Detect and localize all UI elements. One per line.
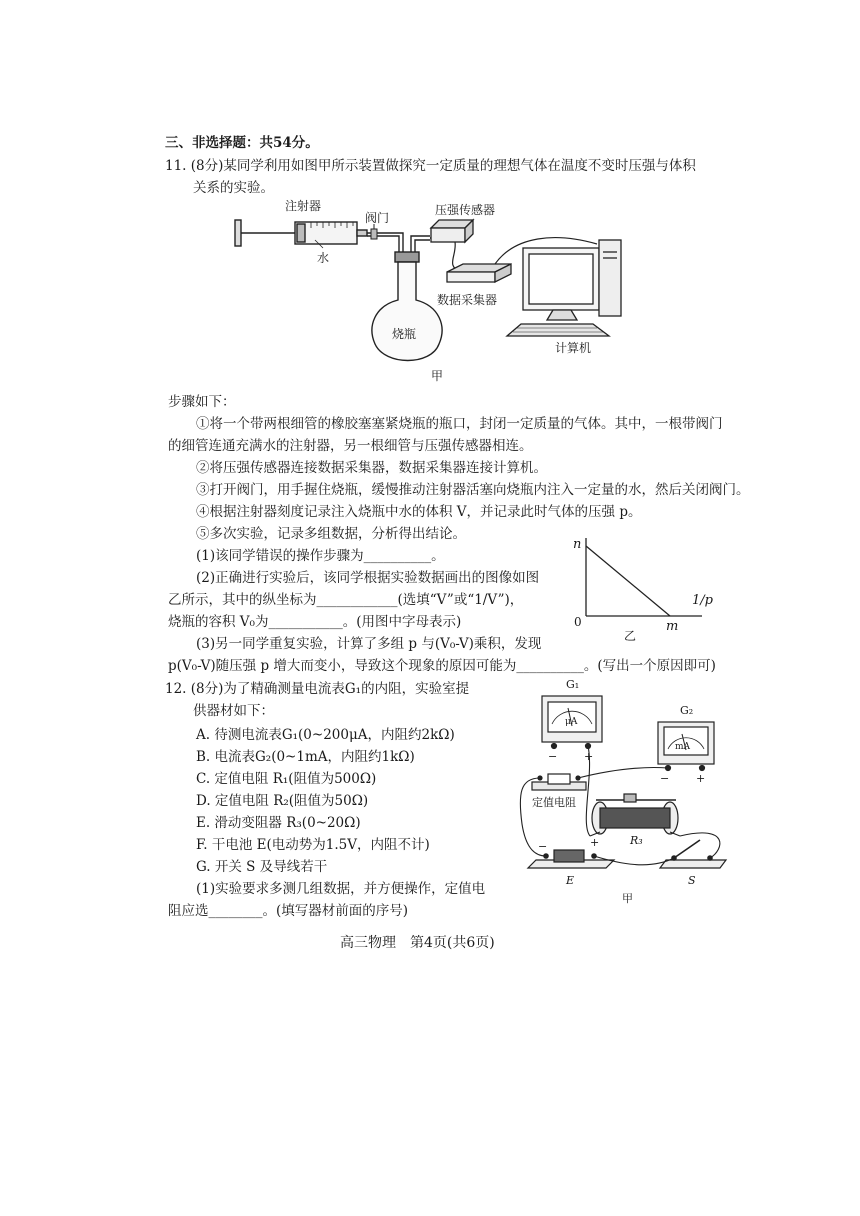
- g2-minus: −: [660, 772, 670, 785]
- g2-plus: +: [696, 772, 706, 785]
- q11-line1: 11. (8分)某同学利用如图甲所示装置做探究一定质量的理想气体在温度不变时压强与体积: [165, 158, 696, 174]
- label-computer: 计算机: [555, 341, 592, 355]
- label-switch: S: [688, 874, 696, 887]
- g1-unit: μA: [565, 717, 578, 727]
- pressure-sensor-icon: [431, 220, 473, 242]
- label-pressure-sensor: 压强传感器: [435, 203, 496, 217]
- step-4: ④根据注射器刻度记录注入烧瓶中水的体积 V，并记录此时气体的压强 p。: [196, 504, 642, 520]
- q11-apparatus-figure: [225, 196, 645, 386]
- graph-origin-label: 0: [574, 615, 582, 629]
- q12-item: A. 待测电流表G₁(0~200μA，内阻约2kΩ): [196, 727, 455, 743]
- q11-sub1: (1)该同学错误的操作步骤为__________。: [196, 548, 445, 564]
- graph-data-line: [586, 546, 670, 616]
- label-valve: 阀门: [365, 211, 390, 225]
- q12-line1: 12. (8分)为了精确测量电流表G₁的内阻，实验室提: [165, 681, 470, 697]
- section-header: 三、非选择题：共54分。: [165, 135, 319, 151]
- step-3: ③打开阀门，用手握住烧瓶，缓慢推动注射器活塞向烧瓶内注入一定量的水，然后关闭阀门。: [196, 482, 750, 498]
- g2-unit: mA: [675, 742, 691, 752]
- graph-caption-yi: 乙: [624, 629, 637, 642]
- step-1a: ①将一个带两根细管的橡胶塞塞紧烧瓶的瓶口，封闭一定质量的气体。其中，一根带阀门: [196, 416, 723, 432]
- q12-sub1b: 阻应选________。(填写器材前面的序号): [168, 903, 409, 919]
- q12-item: B. 电流表G₂(0~1mA，内阻约1kΩ): [196, 749, 415, 765]
- step-1b: 的细管连通充满水的注射器，另一根细管与压强传感器相连。: [168, 438, 533, 454]
- label-battery: E: [566, 874, 575, 887]
- battery-plus: +: [590, 836, 600, 849]
- data-collector-icon: [447, 264, 511, 282]
- label-g2: G₂: [680, 704, 694, 717]
- step-5: ⑤多次实验，记录多组数据，分析得出结论。: [196, 526, 466, 542]
- q11-sub2a: (2)正确进行实验后，该同学根据实验数据画出的图像如图: [196, 570, 540, 586]
- graph-x-intercept-label: m: [666, 619, 679, 634]
- steps-title: 步骤如下：: [168, 394, 236, 410]
- label-flask: 烧瓶: [392, 327, 417, 341]
- q12-item: G. 开关 S 及导线若干: [196, 859, 328, 875]
- label-r3: R₃: [630, 834, 643, 847]
- q11-sub2b: 乙所示，其中的纵坐标为____________(选填“V”或“1/V”)，: [168, 592, 524, 608]
- label-water: 水: [317, 251, 330, 265]
- q11-sub3a: (3)另一同学重复实验，计算了多组 p 与(V₀-V)乘积，发现: [196, 636, 542, 652]
- q12-item: F. 干电池 E(电动势为1.5V，内阻不计): [196, 837, 430, 853]
- figure-caption-jia: 甲: [431, 369, 444, 383]
- valve-icon: [371, 224, 377, 239]
- q11-line2: 关系的实验。: [193, 180, 274, 196]
- q11-sub2c: 烧瓶的容积 V₀为___________。(用图中字母表示): [168, 614, 462, 630]
- q12-sub1a: (1)实验要求多测几组数据，并方便操作，定值电: [196, 881, 486, 897]
- graph-y-intercept-label: n: [573, 537, 582, 552]
- q12-line2: 供器材如下：: [193, 703, 274, 719]
- ammeter-g1-icon: [542, 696, 602, 749]
- label-fixed-resistor: 定值电阻: [532, 796, 576, 809]
- q11-sub3b: p(V₀-V)随压强 p 增大而变小，导致这个现象的原因可能为__________。(写出一个原因即可): [168, 658, 716, 674]
- q12-item: D. 定值电阻 R₂(阻值为50Ω): [196, 793, 369, 809]
- q12-item: E. 滑动变阻器 R₃(0~20Ω): [196, 815, 361, 831]
- page-footer: 高三物理 第4页(共6页): [340, 935, 495, 951]
- label-syringe: 注射器: [285, 199, 322, 213]
- g1-plus: +: [584, 750, 594, 763]
- label-g1: G₁: [566, 678, 580, 691]
- computer-icon: [507, 240, 621, 336]
- flask-icon: [372, 252, 442, 361]
- q12-item: C. 定值电阻 R₁(阻值为500Ω): [196, 771, 377, 787]
- step-2: ②将压强传感器连接数据采集器，数据采集器连接计算机。: [196, 460, 547, 476]
- g1-minus: −: [548, 750, 558, 763]
- figure-caption-jia-q12: 甲: [622, 892, 633, 905]
- ammeter-g2-icon: [658, 722, 714, 771]
- q11-graph-yi: [566, 532, 716, 642]
- rheostat-r3-icon: [590, 794, 680, 836]
- graph-x-axis-label: 1/p: [692, 593, 713, 608]
- label-data-collector: 数据采集器: [437, 293, 498, 307]
- q12-circuit-figure: [510, 674, 740, 906]
- battery-minus: −: [538, 840, 548, 853]
- fixed-resistor-icon: [532, 774, 586, 790]
- switch-icon: [660, 840, 726, 868]
